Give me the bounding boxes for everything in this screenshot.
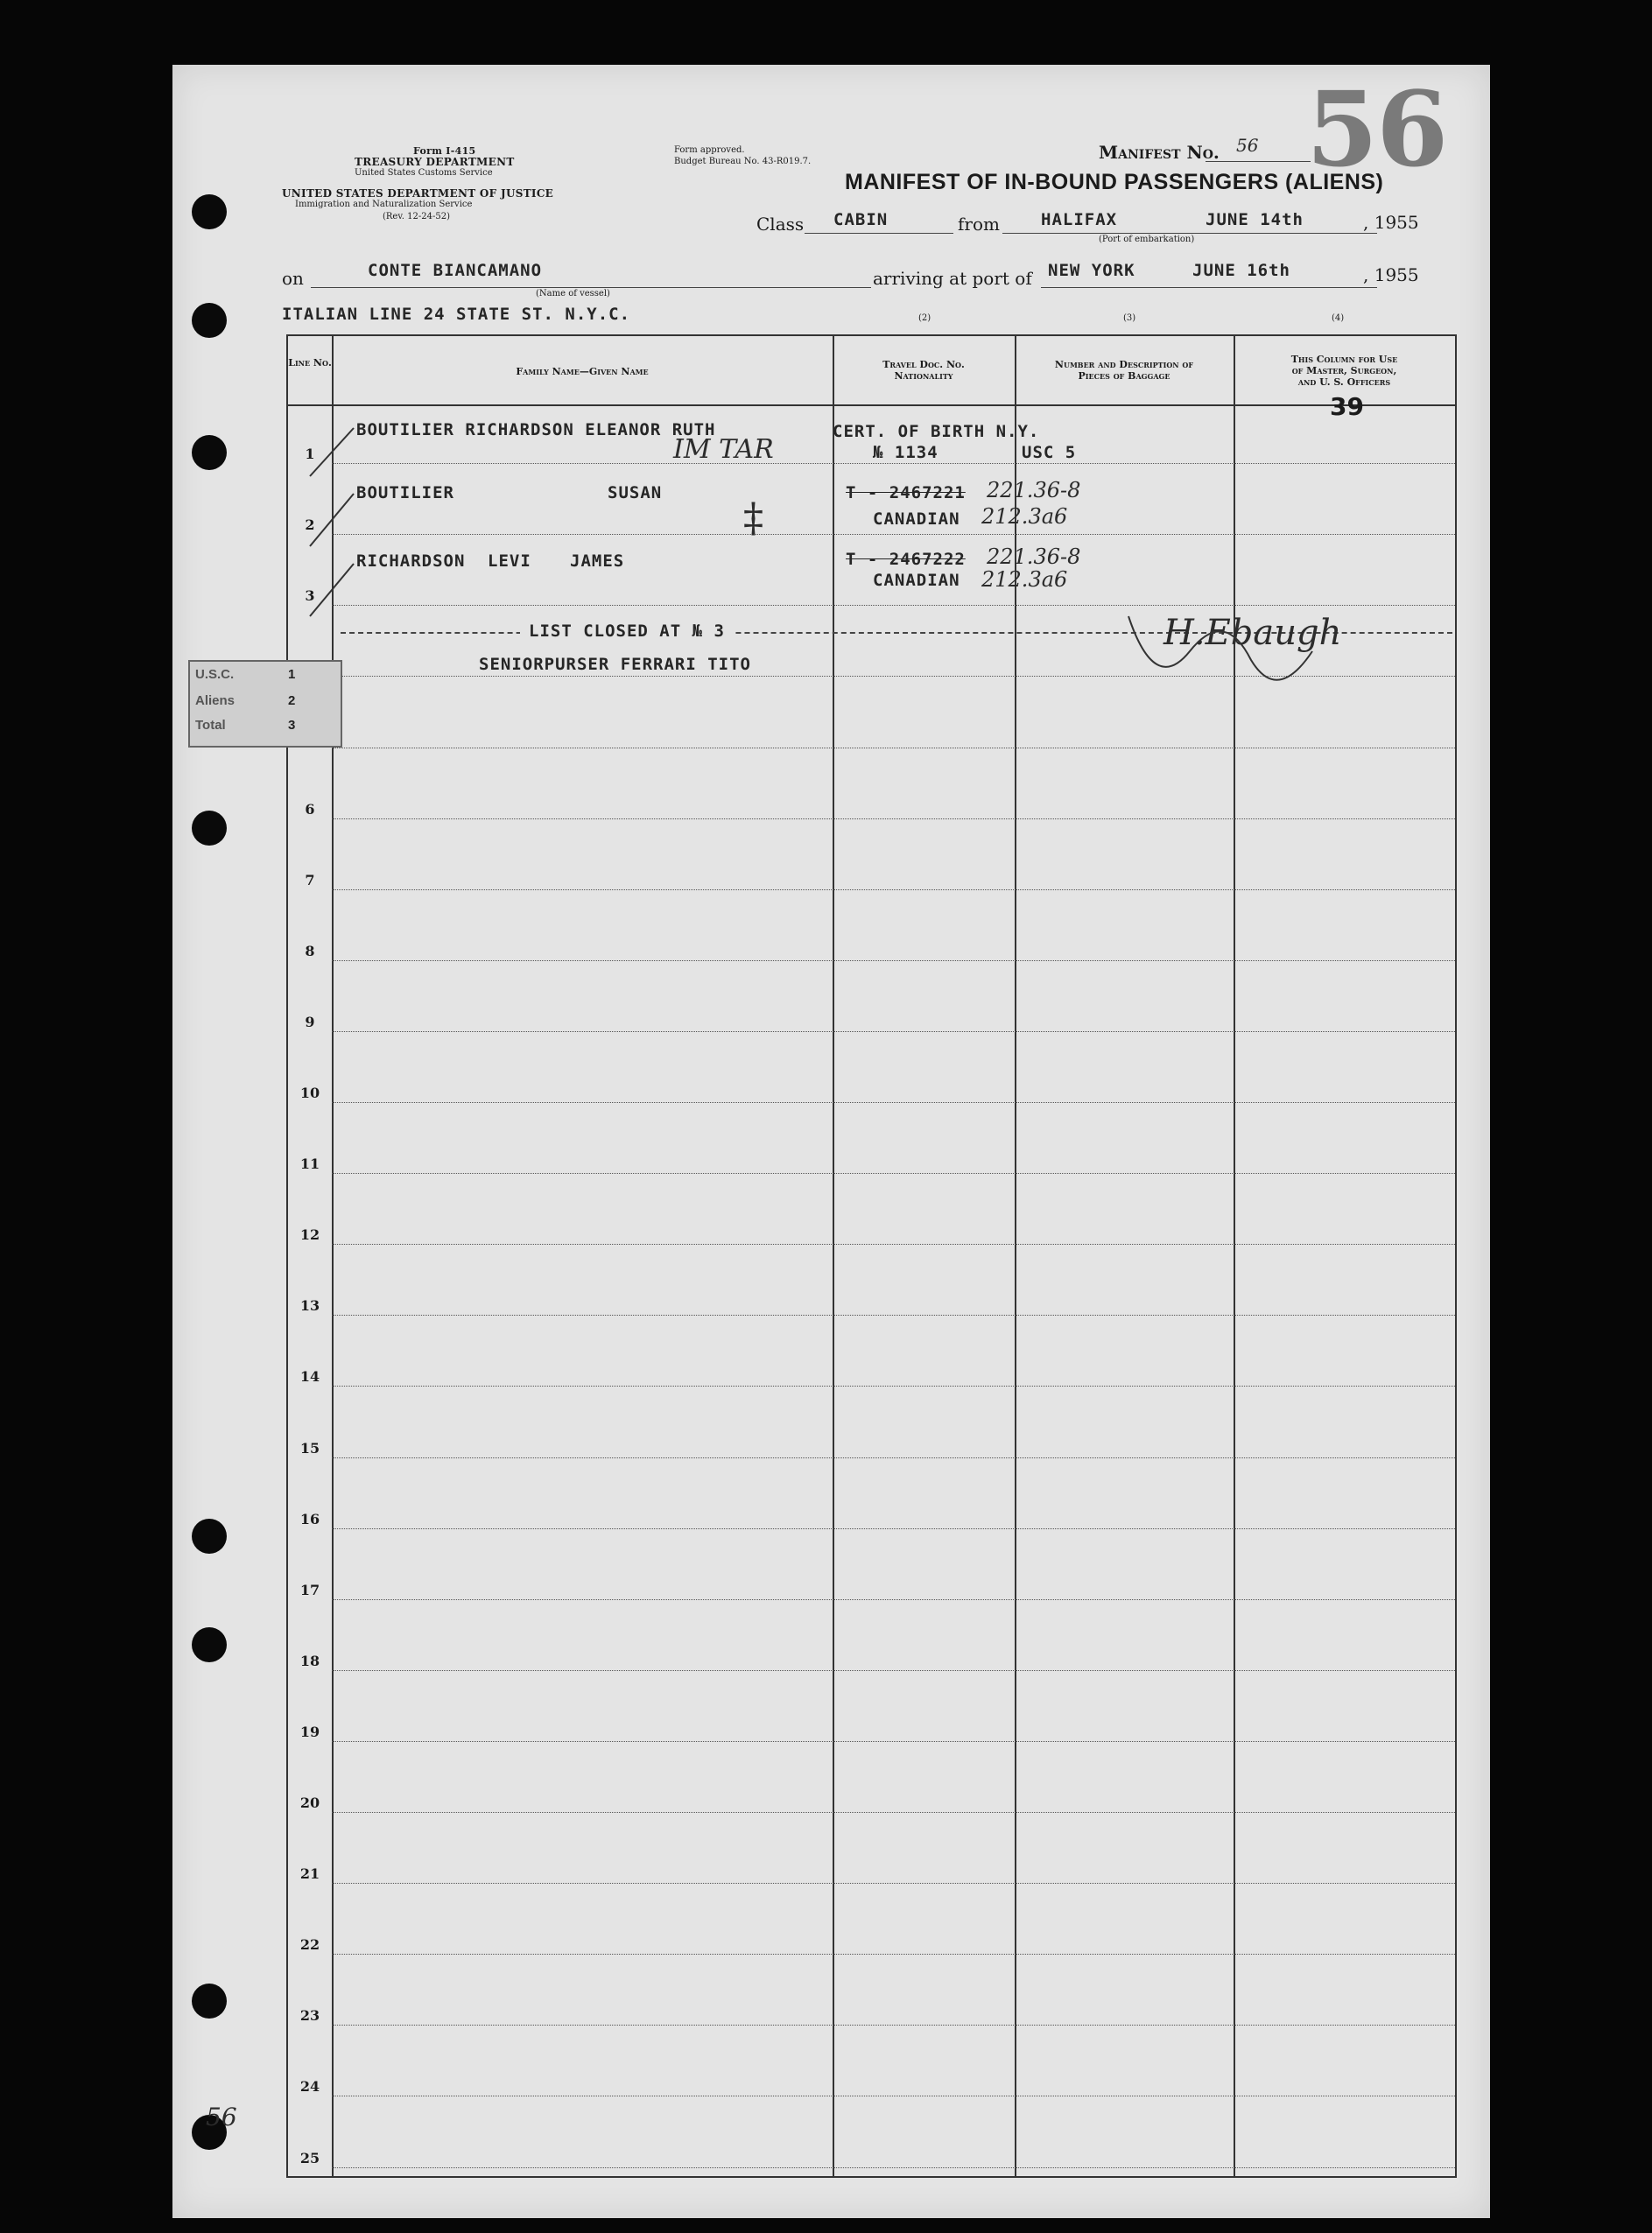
list-closed: LIST CLOSED AT № 3 — [520, 621, 734, 641]
row-rule — [332, 463, 1455, 464]
row-rule — [332, 1599, 1455, 1600]
line-number: 25 — [299, 2149, 320, 2166]
line-number: 16 — [299, 1510, 320, 1527]
row-rule — [332, 1954, 1455, 1955]
punch-hole — [192, 811, 227, 846]
passenger-3-doc: T - 2467222 — [846, 550, 966, 569]
arriving-label: arriving at port of — [873, 268, 1032, 289]
row-rule — [332, 1528, 1455, 1529]
row-rule — [332, 1741, 1455, 1742]
row-rule — [332, 1315, 1455, 1316]
punch-hole — [192, 194, 227, 229]
line-number: 13 — [299, 1297, 320, 1315]
line-number: 2 — [305, 516, 315, 534]
passenger-2-annotation-2: 212.3a6 — [981, 504, 1068, 529]
line-number: 18 — [299, 1652, 320, 1669]
passenger-3-middle: LEVI — [488, 551, 531, 571]
passenger-table — [286, 334, 1457, 2178]
form-approved: Form approved. — [674, 145, 745, 155]
officers-header: This Column for Use of Master, Surgeon, and U. S. Officers — [1290, 354, 1398, 388]
department-of-justice: UNITED STATES DEPARTMENT OF JUSTICE — [282, 187, 554, 200]
arrival-port: NEW YORK — [1048, 261, 1135, 280]
row-rule — [332, 1457, 1455, 1458]
line-number: 19 — [299, 1723, 320, 1740]
departure-date: JUNE 14th — [1206, 210, 1304, 229]
row-rule — [332, 818, 1455, 819]
row-rule — [332, 1386, 1455, 1387]
passenger-3-annotation-2: 212.3a6 — [981, 567, 1068, 592]
vessel-name-note: (Name of vessel) — [536, 289, 610, 298]
line-number: 24 — [299, 2078, 320, 2096]
row-rule — [332, 1173, 1455, 1174]
col-num-2: (2) — [918, 313, 931, 323]
col-num-4: (4) — [1332, 313, 1345, 323]
passenger-3-family: RICHARDSON — [356, 551, 466, 571]
row-rule — [332, 889, 1455, 890]
check-marks — [306, 424, 358, 651]
passenger-2-annotation: 221.36-8 — [987, 478, 1081, 502]
row-rule — [332, 1244, 1455, 1245]
line-number: 3 — [305, 587, 315, 605]
line-number: 10 — [299, 1085, 320, 1101]
line-number: 11 — [299, 1155, 320, 1173]
arrival-year: , 1955 — [1363, 264, 1419, 285]
name-header: Family Name—Given Name — [516, 366, 649, 377]
passenger-1-name: BOUTILIER RICHARDSON ELEANOR RUTH — [356, 420, 716, 439]
passenger-1-doc: CERT. OF BIRTH N.Y. — [833, 422, 1040, 441]
baggage-header: Number and Description of Pieces of Baggage — [1054, 359, 1194, 382]
row-rule — [332, 1812, 1455, 1813]
line-number: 22 — [299, 1936, 320, 1954]
passenger-3-nationality: CANADIAN — [873, 571, 960, 590]
row-rule — [332, 1670, 1455, 1671]
row-rule — [332, 1031, 1455, 1032]
punch-hole — [192, 435, 227, 470]
corner-mark: 56 — [206, 2103, 237, 2131]
manifest-label: Manifest No. — [1099, 142, 1220, 163]
budget-bureau: Budget Bureau No. 43-R019.7. — [674, 157, 812, 166]
manifest-stamp-number: 56 — [1306, 68, 1447, 190]
line-number: 17 — [299, 1581, 320, 1598]
line-number: 1 — [305, 446, 315, 463]
steamship-line: ITALIAN LINE 24 STATE ST. N.Y.C. — [282, 305, 631, 324]
row-rule — [332, 2167, 1455, 2168]
senior-purser: SENIORPURSER FERRARI TITO — [479, 655, 751, 674]
customs-service: United States Customs Service — [355, 168, 493, 178]
line-number: 23 — [299, 2007, 320, 2025]
row-rule — [332, 2025, 1455, 2026]
travel-doc-header: Travel Doc. No. Nationality — [882, 359, 965, 382]
port-embarkation-note: (Port of embarkation) — [1099, 235, 1195, 244]
row-rule — [332, 534, 1455, 535]
passenger-2-doc: T - 2467221 — [846, 483, 966, 502]
col-num-3: (3) — [1123, 313, 1136, 323]
passenger-3-annotation: 221.36-8 — [987, 544, 1081, 569]
line-number: 15 — [299, 1439, 320, 1457]
usc-aliens-total-stamp: U.S.C. Aliens Total 1 2 3 — [188, 660, 342, 748]
manifest-number: 56 — [1236, 135, 1259, 156]
row-rule — [332, 1102, 1455, 1103]
line-number: 21 — [299, 1865, 320, 1883]
vessel-name: CONTE BIANCAMANO — [368, 261, 543, 280]
arrival-date: JUNE 16th — [1192, 261, 1290, 280]
manifest-title: MANIFEST OF IN-BOUND PASSENGERS (ALIENS) — [845, 170, 1384, 194]
departure-year: , 1955 — [1363, 212, 1419, 233]
passenger-2-nationality: CANADIAN — [873, 509, 960, 529]
punch-hole — [192, 303, 227, 338]
line-number: 7 — [305, 871, 315, 888]
officer-mark: 39 — [1330, 392, 1364, 421]
handwritten-initials: IM TAR — [673, 434, 774, 465]
on-label: on — [282, 268, 304, 289]
manifest-page — [172, 65, 1490, 2218]
treasury-department: TREASURY DEPARTMENT — [355, 156, 515, 168]
punch-hole — [192, 1519, 227, 1554]
form-number: Form I-415 — [413, 145, 476, 157]
line-number: 6 — [305, 800, 315, 818]
passenger-1-baggage: USC 5 — [1022, 443, 1077, 462]
passenger-1-doc-number: № 1134 — [873, 443, 938, 462]
line-number: 14 — [299, 1368, 320, 1386]
line-no-header: Line No. — [288, 357, 332, 369]
from-port: HALIFAX — [1041, 210, 1118, 229]
passenger-2-given: SUSAN — [608, 483, 663, 502]
signature-flourish — [1120, 599, 1400, 713]
line-number: 8 — [305, 942, 315, 959]
row-rule — [332, 1883, 1455, 1884]
passenger-3-given: JAMES — [570, 551, 625, 571]
row-rule — [332, 960, 1455, 961]
form-revision: (Rev. 12-24-52) — [383, 212, 451, 221]
line-number: 12 — [299, 1226, 320, 1244]
class-label: Class — [756, 214, 805, 235]
passenger-2-family: BOUTILIER — [356, 483, 454, 502]
class-value: CABIN — [833, 210, 889, 229]
line-number: 9 — [305, 1013, 315, 1030]
punch-hole — [192, 1984, 227, 2019]
handwritten-mark: ‡ — [743, 494, 763, 541]
punch-hole — [192, 1627, 227, 1662]
line-number: 20 — [299, 1794, 320, 1811]
officer-signature: H.Ebaugh — [1163, 613, 1342, 653]
from-label: from — [958, 214, 1000, 235]
immigration-service: Immigration and Naturalization Service — [295, 200, 473, 209]
